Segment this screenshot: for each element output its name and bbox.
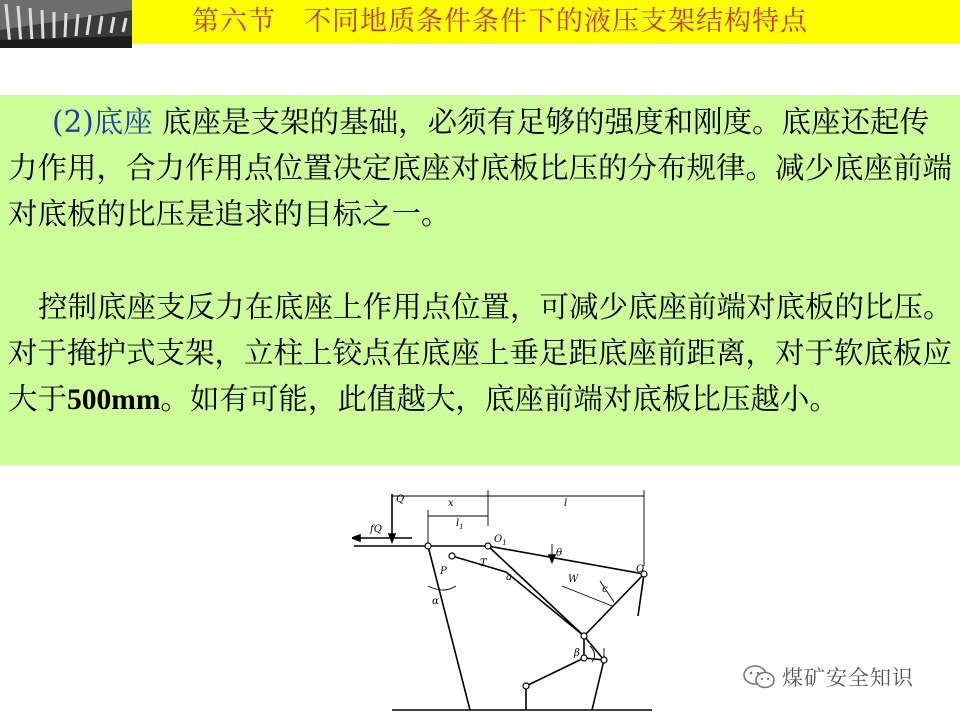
section-lead: (2)底座 (52, 105, 153, 139)
support-structure-diagram (352, 486, 672, 720)
label-l: l (564, 498, 568, 509)
label-l1: $l_1$ (456, 518, 464, 531)
paragraph-control (8, 284, 953, 423)
wechat-watermark (742, 662, 914, 692)
header-photo (0, 0, 132, 48)
label-P: P (440, 566, 447, 577)
header-photo-graphic (0, 0, 132, 48)
label-beta: β (574, 648, 580, 659)
label-O: O (636, 564, 645, 575)
paragraph-2-tail: 。如有可能，此值越大，底座前端对底板比压越小。 (160, 382, 839, 416)
label-a: a (506, 572, 512, 583)
wechat-icon (742, 664, 776, 690)
label-x: x (448, 498, 454, 509)
page-title: 第六节 不同地质条件条件下的液压支架结构特点 (192, 6, 808, 37)
watermark-text: 煤矿安全知识 (782, 666, 914, 690)
label-T: T (480, 558, 487, 569)
label-W: W (568, 574, 579, 585)
label-alpha: α (432, 596, 439, 607)
paragraph-base-intro (8, 99, 953, 237)
label-c: c (602, 584, 608, 595)
label-O1: $O_1$ (494, 534, 507, 547)
paragraph-2-text: 控制底座支反力在底座上作用点位置，可减少底座前端对底板的比压。对于掩护式支架，立柱上铰点在底座上垂足距底座前距离，对于软底板应大于 (8, 290, 953, 416)
label-theta: θ (556, 548, 563, 559)
paragraph-1-body: 底座是支架的基础，必须有足够的强度和刚度。底座还起传力作用，合力作用点位置决定底座对底板比压的分布规律。减少底座前端对底板的比压是追求的目标之一。 (8, 105, 953, 231)
paragraph-2-value: 500mm (67, 384, 161, 416)
label-Q: Q (396, 494, 405, 505)
label-fQ: fQ (370, 524, 382, 535)
